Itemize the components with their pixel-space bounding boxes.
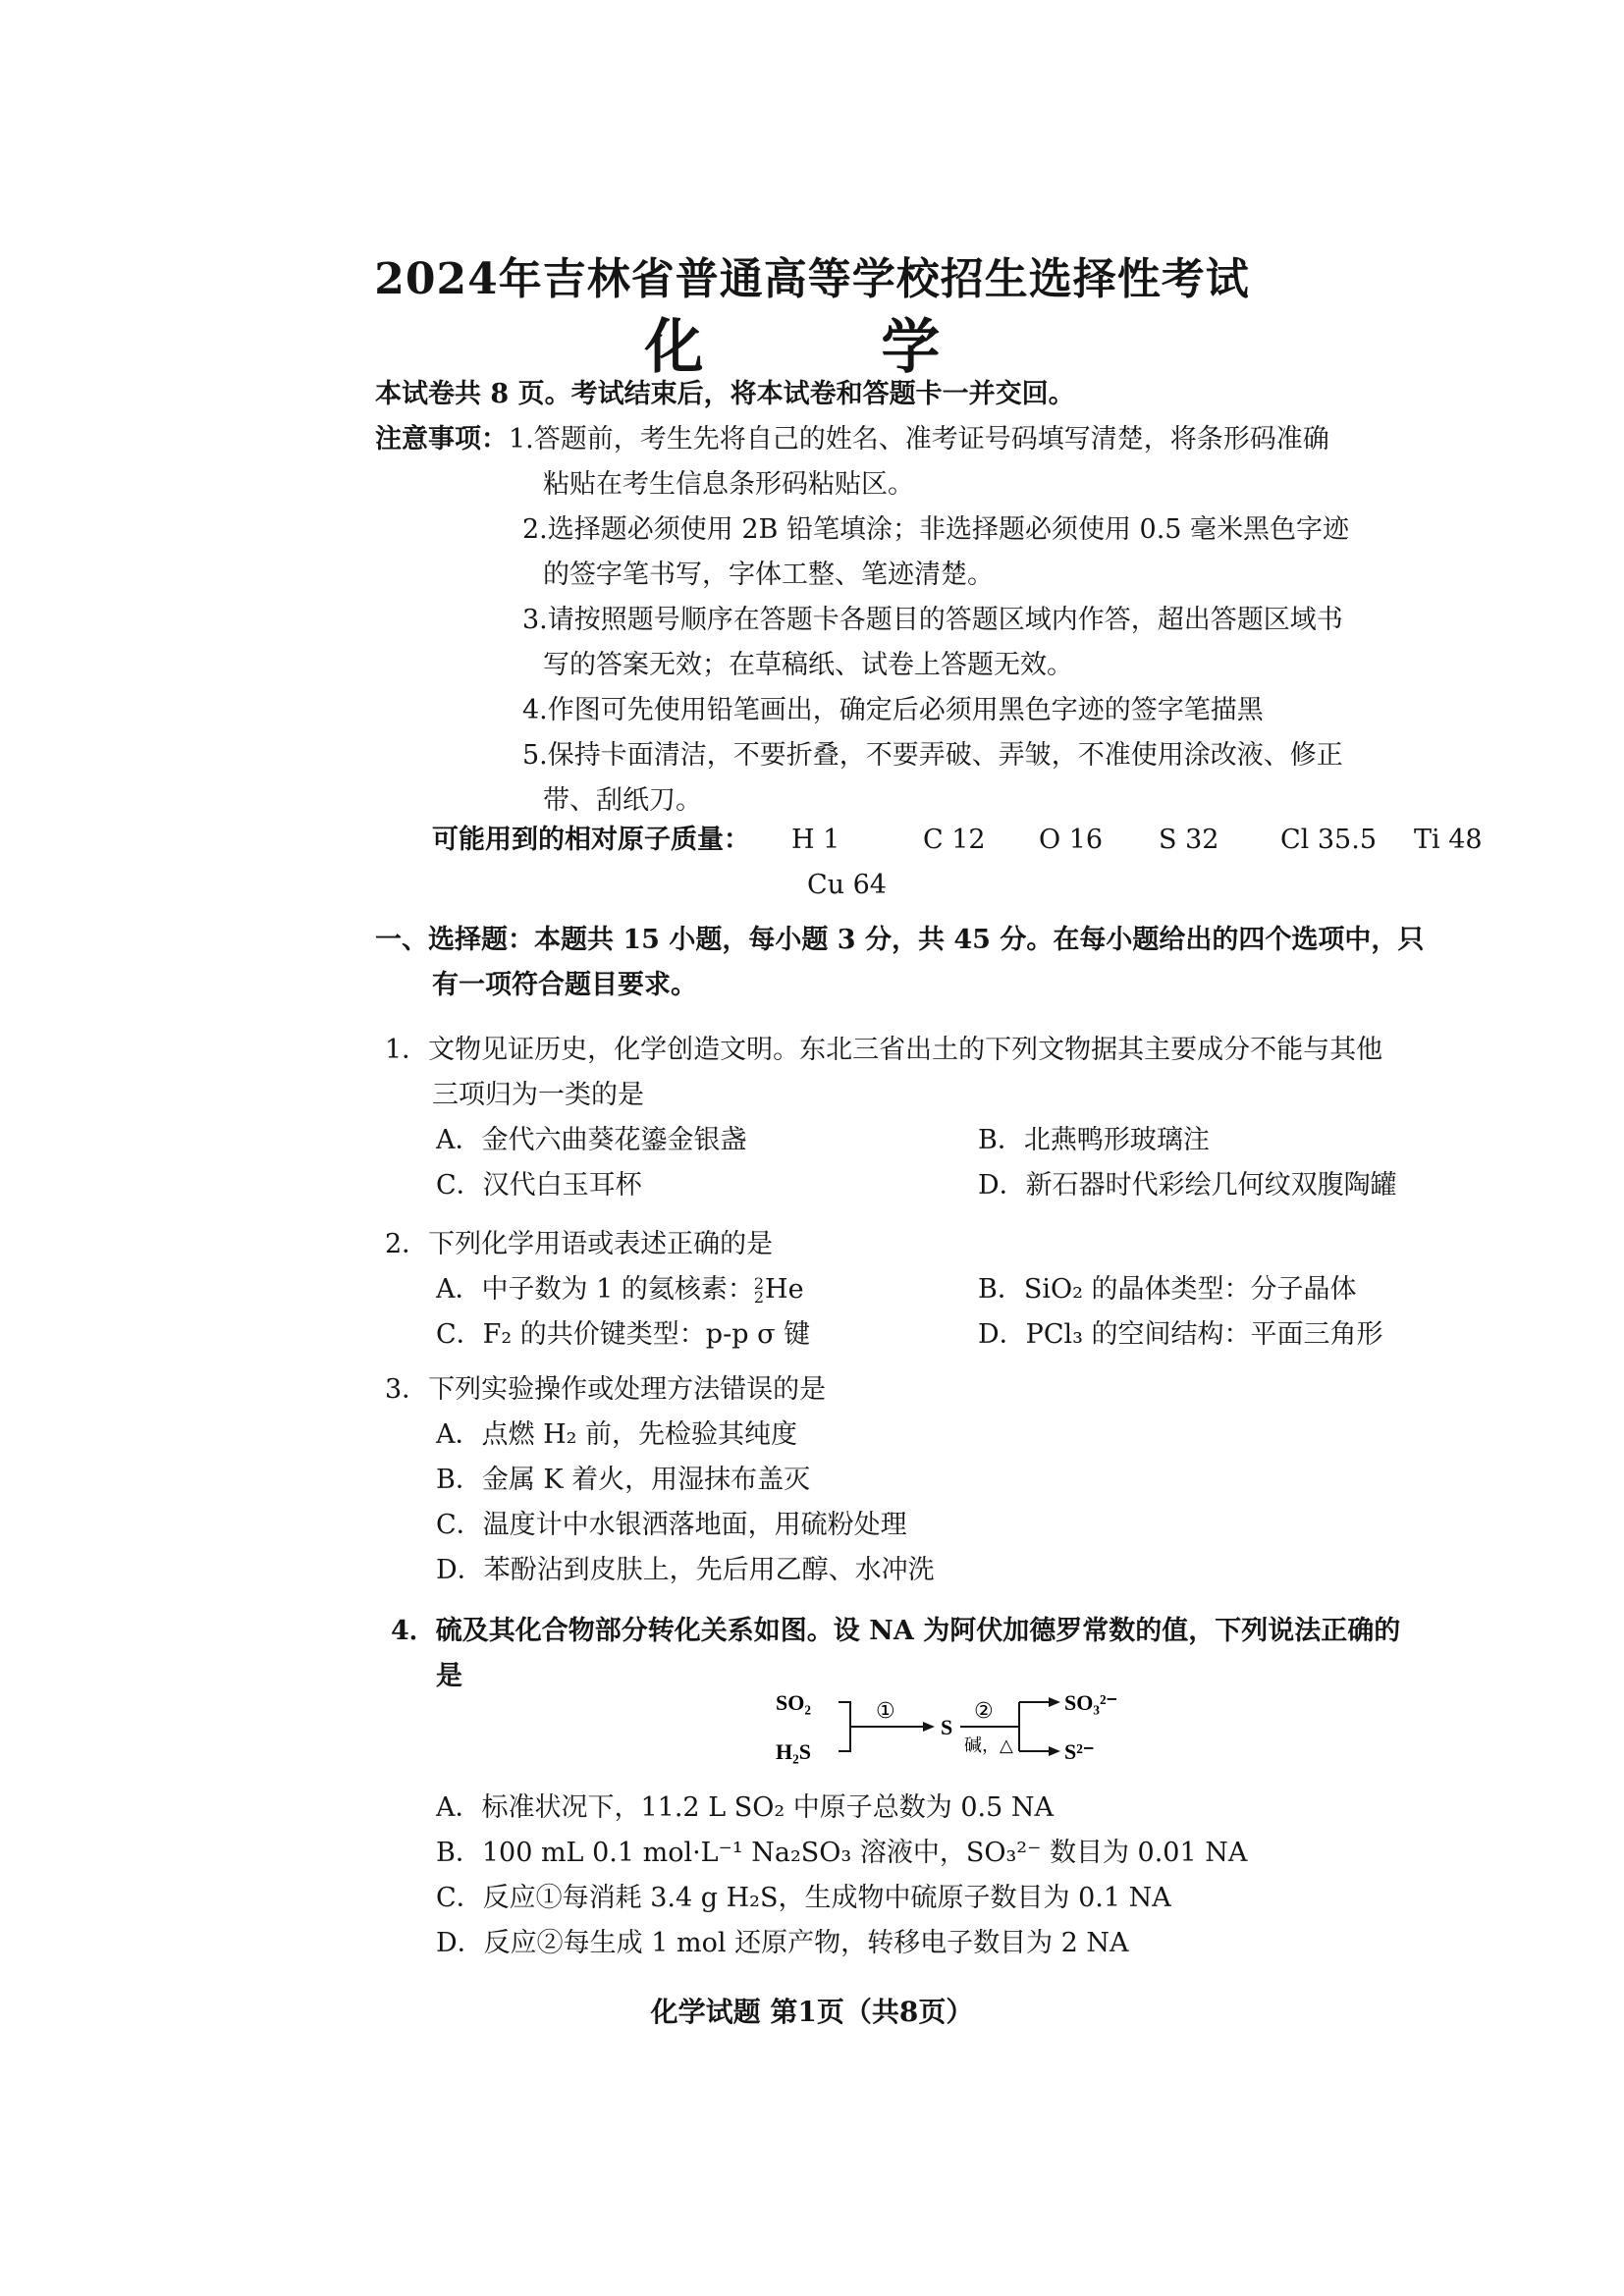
notice-item: 粘贴在考生信息条形码粘贴区。 [543, 469, 914, 500]
notice-item: 3.请按照题号顺序在答题卡各题目的答题区域内作答，超出答题区域书 [522, 605, 1343, 635]
diagram-arrowhead-1 [923, 1722, 935, 1732]
q4-option-d: D．反应②每生成 1 mol 还原产物，转移电子数目为 2 NA [436, 1928, 1129, 1958]
q4-option-c: C．反应①每消耗 3.4 g H₂S，生成物中硫原子数目为 0.1 NA [436, 1883, 1171, 1913]
mass-s: S 32 [1159, 825, 1219, 855]
q3-option-c: C．温度计中水银洒落地面，用硫粉处理 [436, 1510, 907, 1540]
nuclide-numbers [753, 1273, 765, 1307]
notice-intro: 本试卷共 8 页。考试结束后，将本试卷和答题卡一并交回。 [375, 379, 1075, 409]
page-footer: 化学试题 第1页（共8页） [650, 1996, 974, 2028]
q2-option-d: D．PCl₃ 的空间结构：平面三角形 [978, 1319, 1383, 1350]
section-heading: 一、选择题：本题共 15 小题，每小题 3 分，共 45 分。在每小题给出的四个选项中，只 [375, 925, 1425, 955]
q1-option-b: B．北燕鸭形玻璃注 [978, 1125, 1210, 1155]
nuclide-symbol: He [765, 1274, 804, 1305]
diagram-step-2: ② [974, 1699, 994, 1724]
diagram-so2: SO₂ [776, 1690, 811, 1715]
mass-number: 2 [753, 1273, 765, 1293]
q1-stem: 1．文物见证历史，化学创造文明。东北三省出土的下列文物据其主要成分不能与其他 [385, 1035, 1383, 1065]
q3-option-b: B．金属 K 着火，用湿抹布盖灭 [436, 1465, 811, 1495]
notice-item: 写的答案无效；在草稿纸、试卷上答题无效。 [543, 650, 1073, 680]
mass-o: O 16 [1039, 825, 1104, 855]
section-heading-cont: 有一项符合题目要求。 [432, 970, 697, 1000]
q4-option-a: A．标准状况下，11.2 L SO₂ 中原子总数为 0.5 NA [436, 1792, 1054, 1823]
mass-c: C 12 [923, 825, 986, 855]
notice-item: 带、刮纸刀。 [543, 785, 702, 816]
diagram-arrowhead-3 [1049, 1697, 1060, 1707]
notice-item: 的签字笔书写，字体工整、笔迹清楚。 [543, 560, 994, 590]
q3-option-a: A．点燃 H₂ 前，先检验其纯度 [436, 1419, 798, 1450]
q1-option-d: D．新石器时代彩绘几何纹双腹陶罐 [978, 1170, 1397, 1201]
sulfur-conversion-diagram [756, 1681, 1168, 1769]
mass-h: H 1 [791, 825, 840, 855]
mass-cl: Cl 35.5 [1280, 825, 1377, 855]
diagram-s: S [941, 1715, 953, 1739]
diagram-bracket [839, 1702, 850, 1751]
q2-option-a-text: A．中子数为 1 的氦核素： [436, 1274, 754, 1305]
exam-title: 2024年吉林省普通高等学校招生选择性考试 [374, 254, 1250, 304]
mass-cu: Cu 64 [807, 870, 887, 900]
q3-option-d: D．苯酚沾到皮肤上，先后用乙醇、水冲洗 [436, 1555, 935, 1585]
notice-item: 2.选择题必须使用 2B 铅笔填涂；非选择题必须使用 0.5 毫米黑色字迹 [522, 514, 1350, 545]
diagram-arrowhead-4 [1049, 1746, 1060, 1756]
atomic-number: 2 [753, 1287, 765, 1307]
q1-option-c: C．汉代白玉耳杯 [436, 1170, 642, 1201]
q4-stem: 4．硫及其化合物部分转化关系如图。设 NA 为阿伏加德罗常数的值，下列说法正确的 [391, 1616, 1401, 1646]
q2-option-b: B．SiO₂ 的晶体类型：分子晶体 [978, 1274, 1357, 1305]
diagram-h2s: H₂S [776, 1739, 811, 1764]
q3-stem: 3．下列实验操作或处理方法错误的是 [385, 1374, 827, 1405]
q1-stem-cont: 三项归为一类的是 [432, 1080, 644, 1110]
notice-label: 注意事项： [375, 424, 508, 454]
notice-item: 4.作图可先使用铅笔画出，确定后必须用黑色字迹的签字笔描黑 [522, 695, 1264, 725]
q1-option-a: A．金代六曲葵花鎏金银盏 [436, 1125, 747, 1155]
q2-option-c: C．F₂ 的共价键类型：p-p σ 键 [436, 1319, 811, 1350]
notice-item: 5.保持卡面清洁，不要折叠，不要弄破、弄皱，不准使用涂改液、修正 [522, 740, 1343, 771]
notice-item: 1.答题前，考生先将自己的姓名、准考证号码填写清楚，将条形码准确 [509, 424, 1329, 454]
masses-label: 可能用到的相对原子质量： [432, 825, 750, 855]
diagram-condition: 碱，△ [964, 1735, 1013, 1756]
q2-option-a [436, 1272, 804, 1308]
diagram-step-1: ① [876, 1699, 895, 1724]
q4-stem-cont: 是 [436, 1661, 462, 1691]
q4-option-b: B．100 mL 0.1 mol·L⁻¹ Na₂SO₃ 溶液中，SO₃²⁻ 数目为 0.01 NA [436, 1838, 1248, 1868]
subject-title: 化 学 [644, 313, 1019, 382]
diagram-s2: S²⁻ [1064, 1739, 1095, 1764]
mass-ti: Ti 48 [1414, 825, 1483, 855]
diagram-so3: SO₃²⁻ [1064, 1690, 1118, 1715]
q2-stem: 2．下列化学用语或表述正确的是 [385, 1229, 774, 1259]
